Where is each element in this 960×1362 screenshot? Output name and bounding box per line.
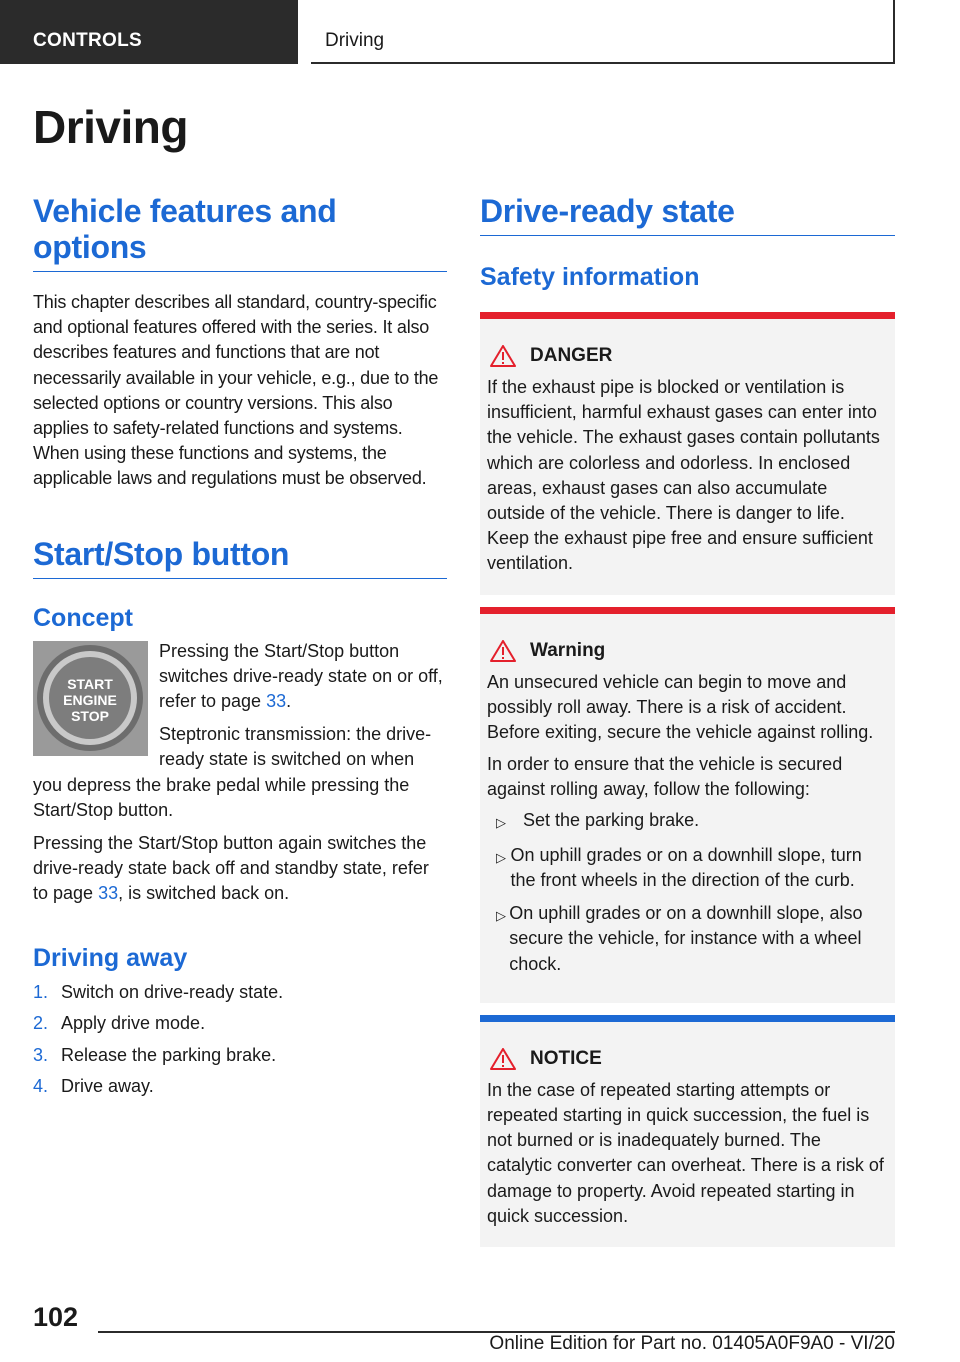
image-text-start: START [67,675,113,692]
page-link-33[interactable]: 33 [266,691,287,712]
page-title: Driving [33,101,188,153]
header-chapter-tab [311,0,895,64]
start-engine-stop-button-image [33,641,148,756]
list-item: 4. Drive away. [33,1076,154,1097]
danger-notice [480,312,895,595]
list-item: 3. Release the parking brake. [33,1044,277,1065]
page-link-33-second[interactable]: 33 [98,883,119,904]
vehicle-features-heading: Vehicle features and options [33,193,447,272]
danger-text: If the exhaust pipe is blocked or ventilation is insufficient, harmful exhaust gases can enter into the vehicle. The exhaust gases contain pollutants which are colorless and odorless. In enclosed areas, exhaust gases can also accumulate outside of the vehicle. There is danger to life. Keep the exhaust pipe free and ensure sufficient ventilation. [487,377,880,574]
driving-away-heading: Driving away [33,943,188,972]
notice-text: In the case of repeated starting attempts or repeated starting in quick succession, the fuel is not burned or is inadequately burned. The catalytic converter can overheat. There is a risk of damage to property. Avoid repeated starting in quick succession. [487,1079,884,1226]
warning-triangle-icon [490,345,516,367]
vehicle-features-body: This chapter describes all standard, country-specific and optional features offered with the series. It also describes features and functions that are not necessarily available in your vehicle, e.g., due to the selected options or country versions. This also applies to safety-related functions and systems. When using these functions and systems, the applicable laws and regulations must be observed. [33,292,439,489]
concept-paragraph-2: Steptronic transmission: the drive-ready state is switched on when you depress the brake pedal while pressing the Start/Stop button. [33,724,432,820]
list-item: ▷ On uphill grades or on a downhill slope, also secure the vehicle, for instance with a wheel chock. [487,901,887,977]
header-section-tab [0,0,298,64]
start-stop-heading: Start/Stop button [33,536,447,579]
left-column [33,193,447,1103]
concept-heading: Concept [33,603,133,632]
drive-ready-heading: Drive-ready state [480,193,895,236]
right-column [480,193,895,1247]
bullet-triangle-icon: ▷ [496,908,506,924]
warning-text-1: An unsecured vehicle can begin to move and possibly roll away. There is a risk of accident. Before exiting, secure the vehicle against rolling. [487,671,874,743]
image-text-stop: STOP [71,707,109,724]
warning-triangle-icon [490,640,516,662]
danger-title: DANGER [530,345,613,366]
header-chapter-label: Driving [325,30,385,51]
list-item: ▷ On uphill grades or on a downhill slope, turn the front wheels in the direction of the curb. [487,843,887,893]
footer-edition: Online Edition for Part no. 01405A0F9A0 - VI/20 [489,1333,895,1354]
driving-away-steps [33,977,447,1103]
start-stop-button-icon [33,641,148,756]
warning-title: Warning [530,639,606,661]
warning-triangle-icon [490,1048,516,1070]
concept-block [33,639,447,907]
notice-title: NOTICE [530,1047,602,1069]
page-number: 102 [33,1302,79,1332]
concept-paragraph-3: Pressing the Start/Stop button again switches the drive-ready state back off and standby state, refer to page 33, is switched back on. [33,833,429,904]
header-section-label: CONTROLS [33,30,143,51]
list-item: 1. Switch on drive-ready state. [33,981,284,1002]
concept-paragraph-1: Pressing the Start/Stop button switches drive-ready state on or off, refer to page 33. [159,640,443,712]
bullet-triangle-icon: ▷ [496,814,506,830]
image-text-engine: ENGINE [63,691,117,708]
safety-information-heading: Safety information [480,263,700,291]
notice-box [480,1015,895,1247]
list-item: 2. Apply drive mode. [33,1013,206,1034]
warning-bullets [487,808,887,977]
warning-text-2: In order to ensure that the vehicle is secured against rolling away, follow the following: [487,754,843,800]
list-item: ▷ Set the parking brake. [487,808,887,835]
bullet-triangle-icon: ▷ [496,849,506,865]
warning-notice [480,607,895,1003]
